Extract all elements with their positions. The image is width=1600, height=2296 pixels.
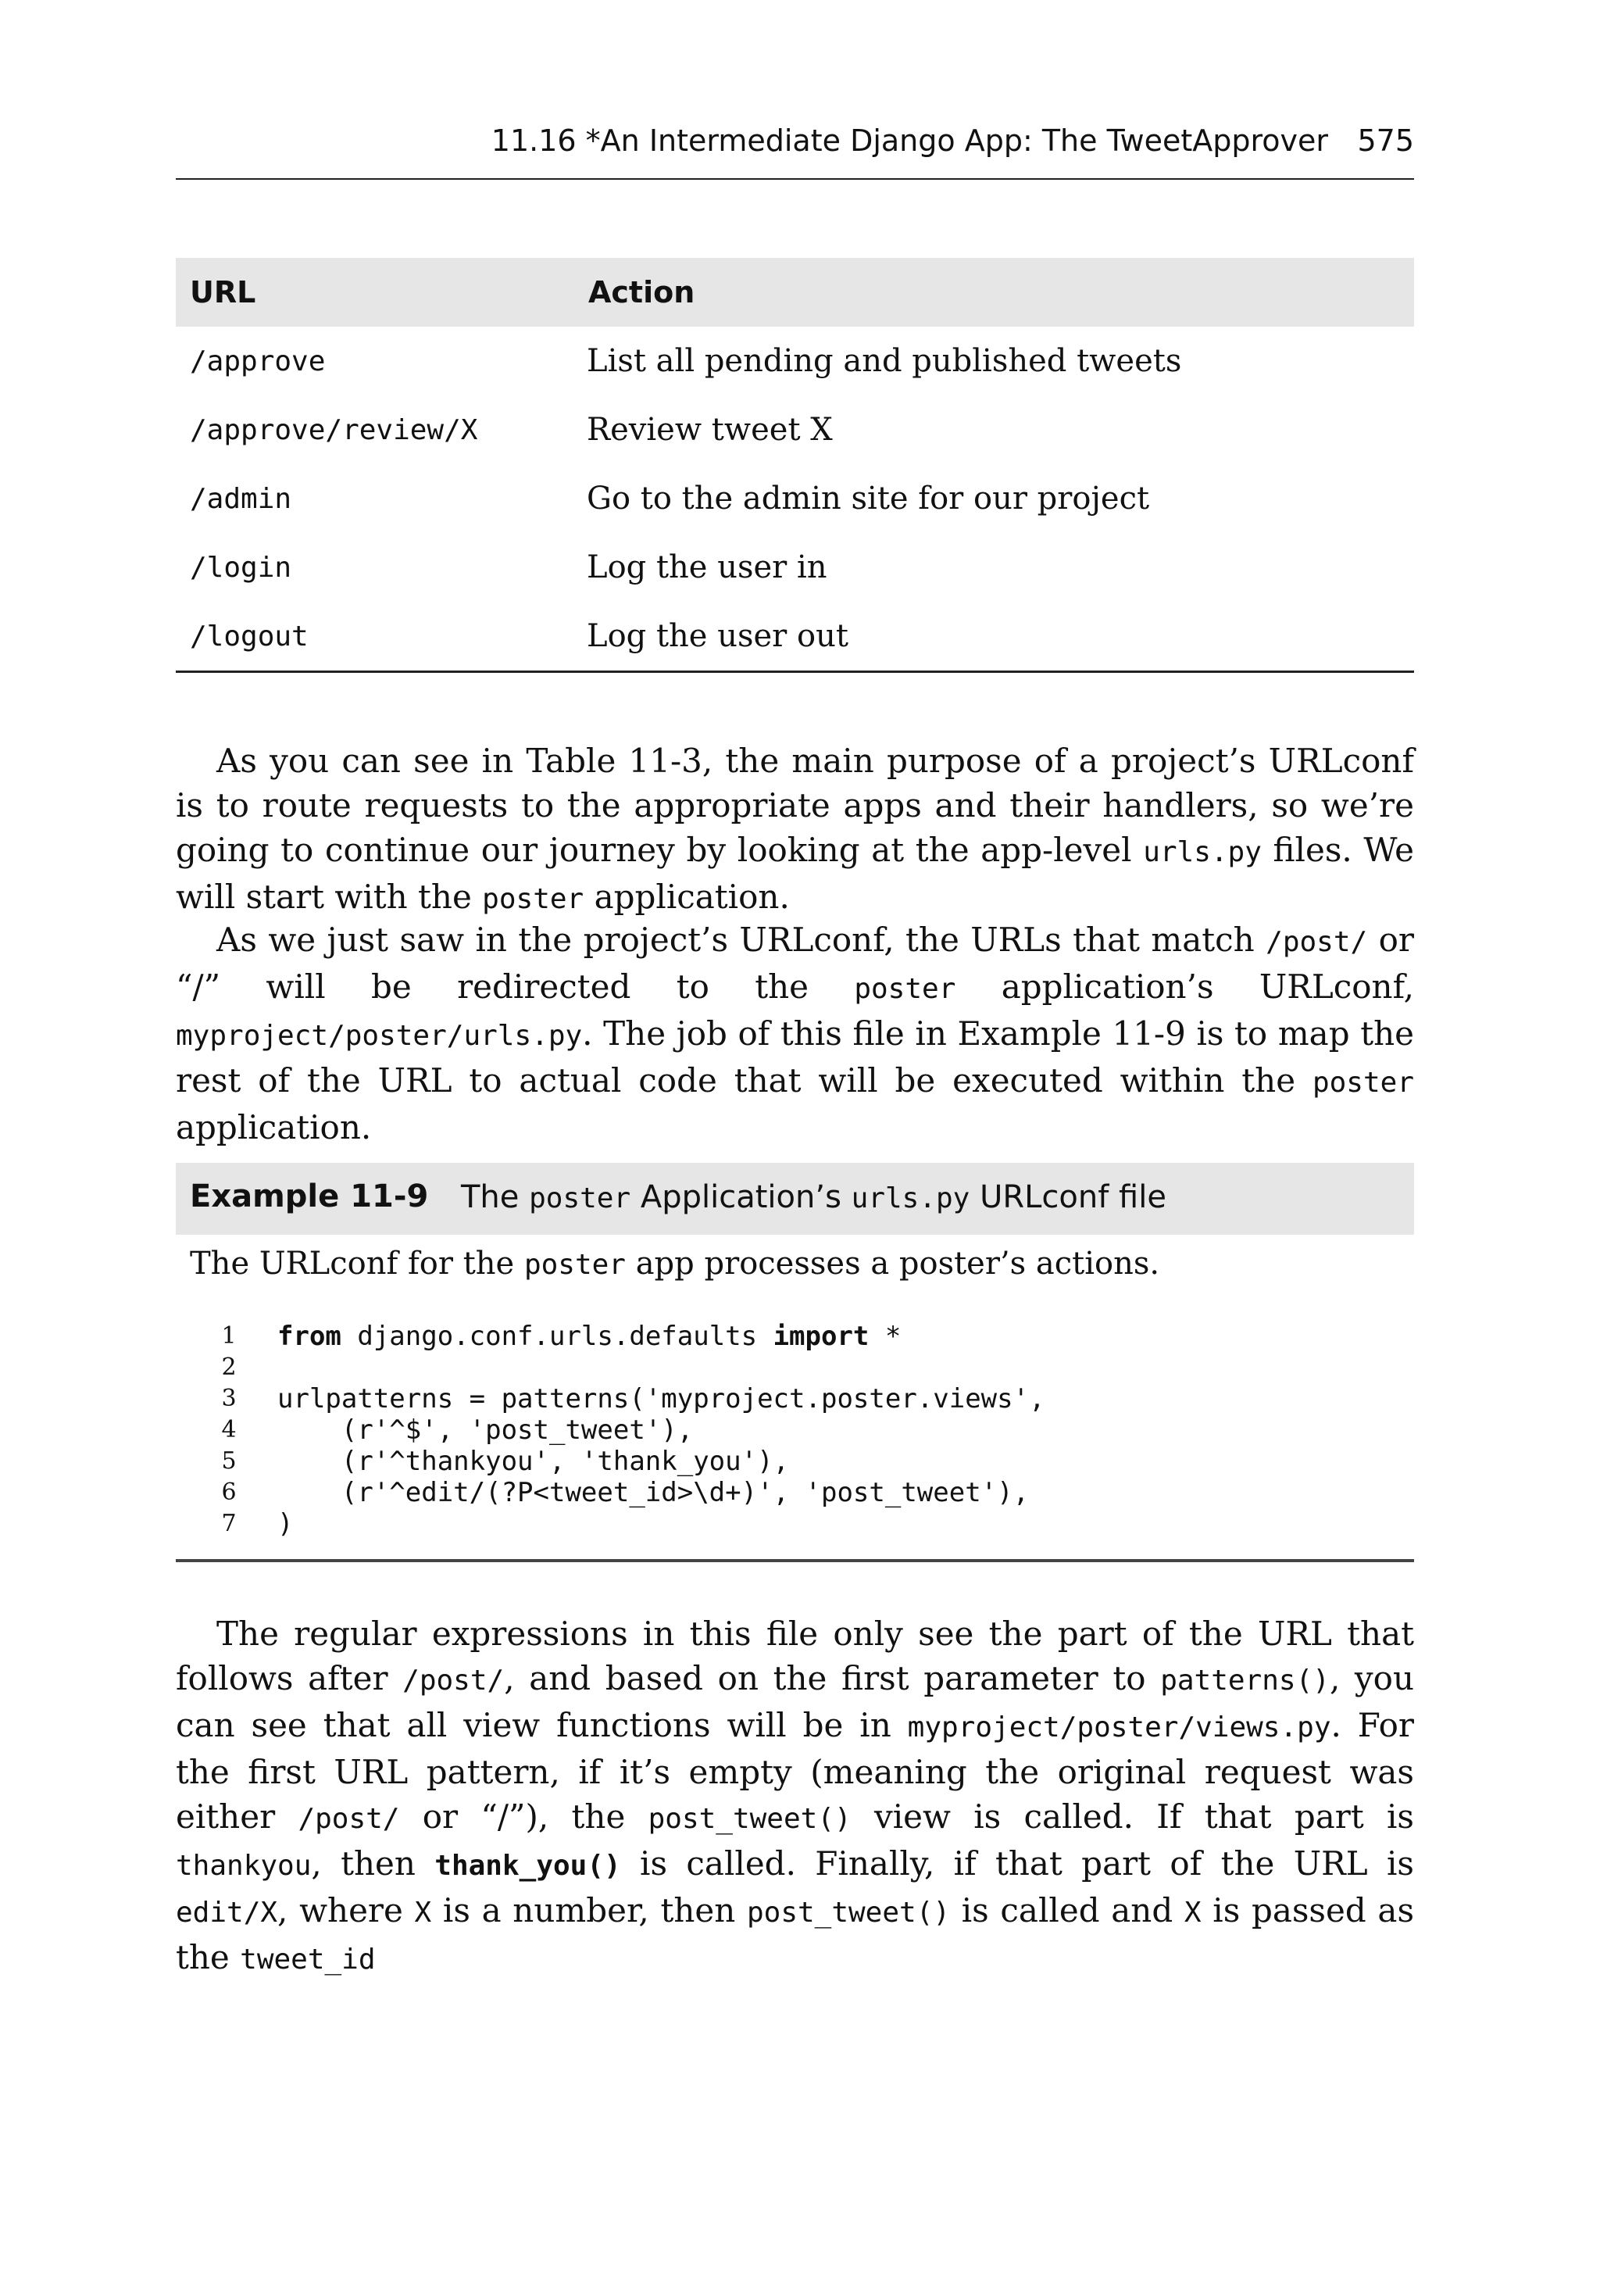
text-run: application. xyxy=(176,1108,372,1146)
code-run: myproject/poster/views.py xyxy=(907,1711,1331,1743)
column-header-url: URL xyxy=(176,258,587,327)
code-line xyxy=(176,1477,1414,1508)
table-row xyxy=(176,395,1414,464)
paragraph-regex-explanation xyxy=(176,1611,1414,1982)
code-text: (r'^edit/(?P<tweet_id>\d+)', 'post_tweet'), xyxy=(277,1477,1030,1508)
text-run: files. We will start with the xyxy=(176,831,1414,916)
code-run: poster xyxy=(523,1249,626,1281)
paragraph-poster-urlconf xyxy=(176,917,1414,1150)
code-text xyxy=(277,1321,901,1352)
code-line xyxy=(176,1508,1414,1540)
action-cell: Log the user out xyxy=(587,618,848,654)
example-description xyxy=(190,1246,1159,1282)
line-number: 4 xyxy=(221,1416,237,1443)
code-run: thank_you() xyxy=(434,1850,621,1882)
code-text: urlpatterns = patterns('myproject.poster.views', xyxy=(277,1383,1045,1414)
code-text: ) xyxy=(277,1508,294,1540)
line-number: 3 xyxy=(221,1385,237,1412)
text-run: As we just saw in the project’s URLconf, the URLs that match xyxy=(216,921,1266,959)
url-cell: /login xyxy=(190,551,292,584)
code-run: urls.py xyxy=(1143,836,1262,868)
code-run: myproject/poster/urls.py xyxy=(176,1020,583,1052)
text-run: is passed as the xyxy=(176,1891,1414,1976)
text-run: or “/” will be redirected to the xyxy=(176,921,1414,1006)
code-run: * xyxy=(869,1321,902,1352)
code-run: tweet_id xyxy=(240,1944,376,1976)
line-number: 5 xyxy=(221,1447,237,1475)
url-cell: /admin xyxy=(190,482,292,515)
code-run: post_tweet() xyxy=(648,1803,852,1835)
code-run: post_tweet() xyxy=(746,1897,951,1929)
code-line xyxy=(176,1321,1414,1352)
code-keyword: import xyxy=(773,1321,870,1352)
code-line xyxy=(176,1383,1414,1414)
text-run: is called. Finally, if that part of the URL is xyxy=(620,1844,1414,1883)
text-run: Application’s xyxy=(630,1179,852,1215)
url-cell: /logout xyxy=(190,620,309,653)
action-cell: List all pending and published tweets xyxy=(587,343,1182,379)
code-text: (r'^thankyou', 'thank_you'), xyxy=(277,1446,790,1477)
url-action-table xyxy=(176,258,1414,673)
code-run: poster xyxy=(1312,1067,1414,1099)
code-run: poster xyxy=(482,883,584,915)
action-cell: Review tweet X xyxy=(587,412,833,448)
action-cell: Log the user in xyxy=(587,549,827,585)
text-run: The regular expressions in this file only see the part of the URL that follows after xyxy=(176,1615,1414,1697)
code-bottom-rule xyxy=(176,1559,1414,1562)
text-run: . For the first URL pattern, if it’s empty (meaning the original request was either xyxy=(176,1706,1414,1836)
code-run: thankyou xyxy=(176,1850,312,1882)
url-cell: /approve xyxy=(190,345,326,377)
page-number: 575 xyxy=(1357,123,1414,158)
table-row xyxy=(176,464,1414,533)
line-number: 7 xyxy=(221,1510,237,1537)
code-run: edit/X xyxy=(176,1897,278,1929)
text-run: URLconf file xyxy=(970,1179,1166,1215)
line-number: 6 xyxy=(221,1479,237,1506)
code-run: X xyxy=(1184,1897,1202,1929)
url-cell: /approve/review/X xyxy=(190,413,478,446)
code-run: /post/ xyxy=(1266,926,1368,958)
text-run: The URLconf for the xyxy=(190,1246,524,1282)
line-number: 1 xyxy=(221,1322,237,1350)
code-run: /post/ xyxy=(298,1803,400,1835)
table-header-row xyxy=(176,258,1414,327)
text-run: is a number, then xyxy=(431,1891,747,1929)
example-caption-bar xyxy=(176,1163,1414,1235)
table-row xyxy=(176,327,1414,395)
text-run: , then xyxy=(311,1844,435,1883)
code-run: patterns() xyxy=(1160,1665,1330,1697)
code-keyword: from xyxy=(277,1321,341,1352)
code-run: urls.py xyxy=(851,1182,970,1214)
example-title xyxy=(461,1179,1166,1215)
column-header-action: Action xyxy=(587,258,1414,327)
text-run: The xyxy=(461,1179,530,1215)
text-run: , and based on the first parameter to xyxy=(504,1659,1161,1697)
action-cell: Go to the admin site for our project xyxy=(587,481,1150,517)
text-run: , where xyxy=(277,1891,415,1929)
code-line xyxy=(176,1352,1414,1383)
code-text: (r'^$', 'post_tweet'), xyxy=(277,1414,694,1446)
code-line xyxy=(176,1414,1414,1446)
text-run: . The job of this file in Example 11-9 is to map the rest of the URL to actual code that will be executed within the xyxy=(176,1014,1414,1100)
text-run: As you can see in Table 11-3, the main purpose of a project’s URLconf is to route requests to the appropriate apps and their handlers, so we’re going to continue our journey by looking at the app-level xyxy=(176,742,1414,869)
table-row xyxy=(176,602,1414,672)
text-run: view is called. If that part is xyxy=(851,1797,1414,1836)
text-run: is called and xyxy=(950,1891,1184,1929)
line-number: 2 xyxy=(221,1354,237,1381)
code-run: django.conf.urls.defaults xyxy=(341,1321,773,1352)
text-run: , you can see that all view functions will be in xyxy=(176,1659,1414,1744)
text-run: application. xyxy=(584,878,790,916)
running-header xyxy=(176,123,1414,180)
table-row xyxy=(176,533,1414,602)
code-run: X xyxy=(414,1897,432,1929)
code-listing xyxy=(176,1321,1414,1540)
running-header-title: 11.16 *An Intermediate Django App: The TweetApprover xyxy=(491,123,1328,158)
example-label: Example 11-9 xyxy=(190,1178,429,1214)
text-run: application’s URLconf, xyxy=(955,967,1414,1006)
code-run: /post/ xyxy=(402,1665,505,1697)
code-line xyxy=(176,1446,1414,1477)
text-run: or “/”), the xyxy=(399,1797,648,1836)
code-run: poster xyxy=(529,1182,631,1214)
text-run: app processes a poster’s actions. xyxy=(625,1246,1160,1282)
paragraph-urlconf-purpose xyxy=(176,739,1414,921)
code-run: poster xyxy=(854,973,956,1005)
